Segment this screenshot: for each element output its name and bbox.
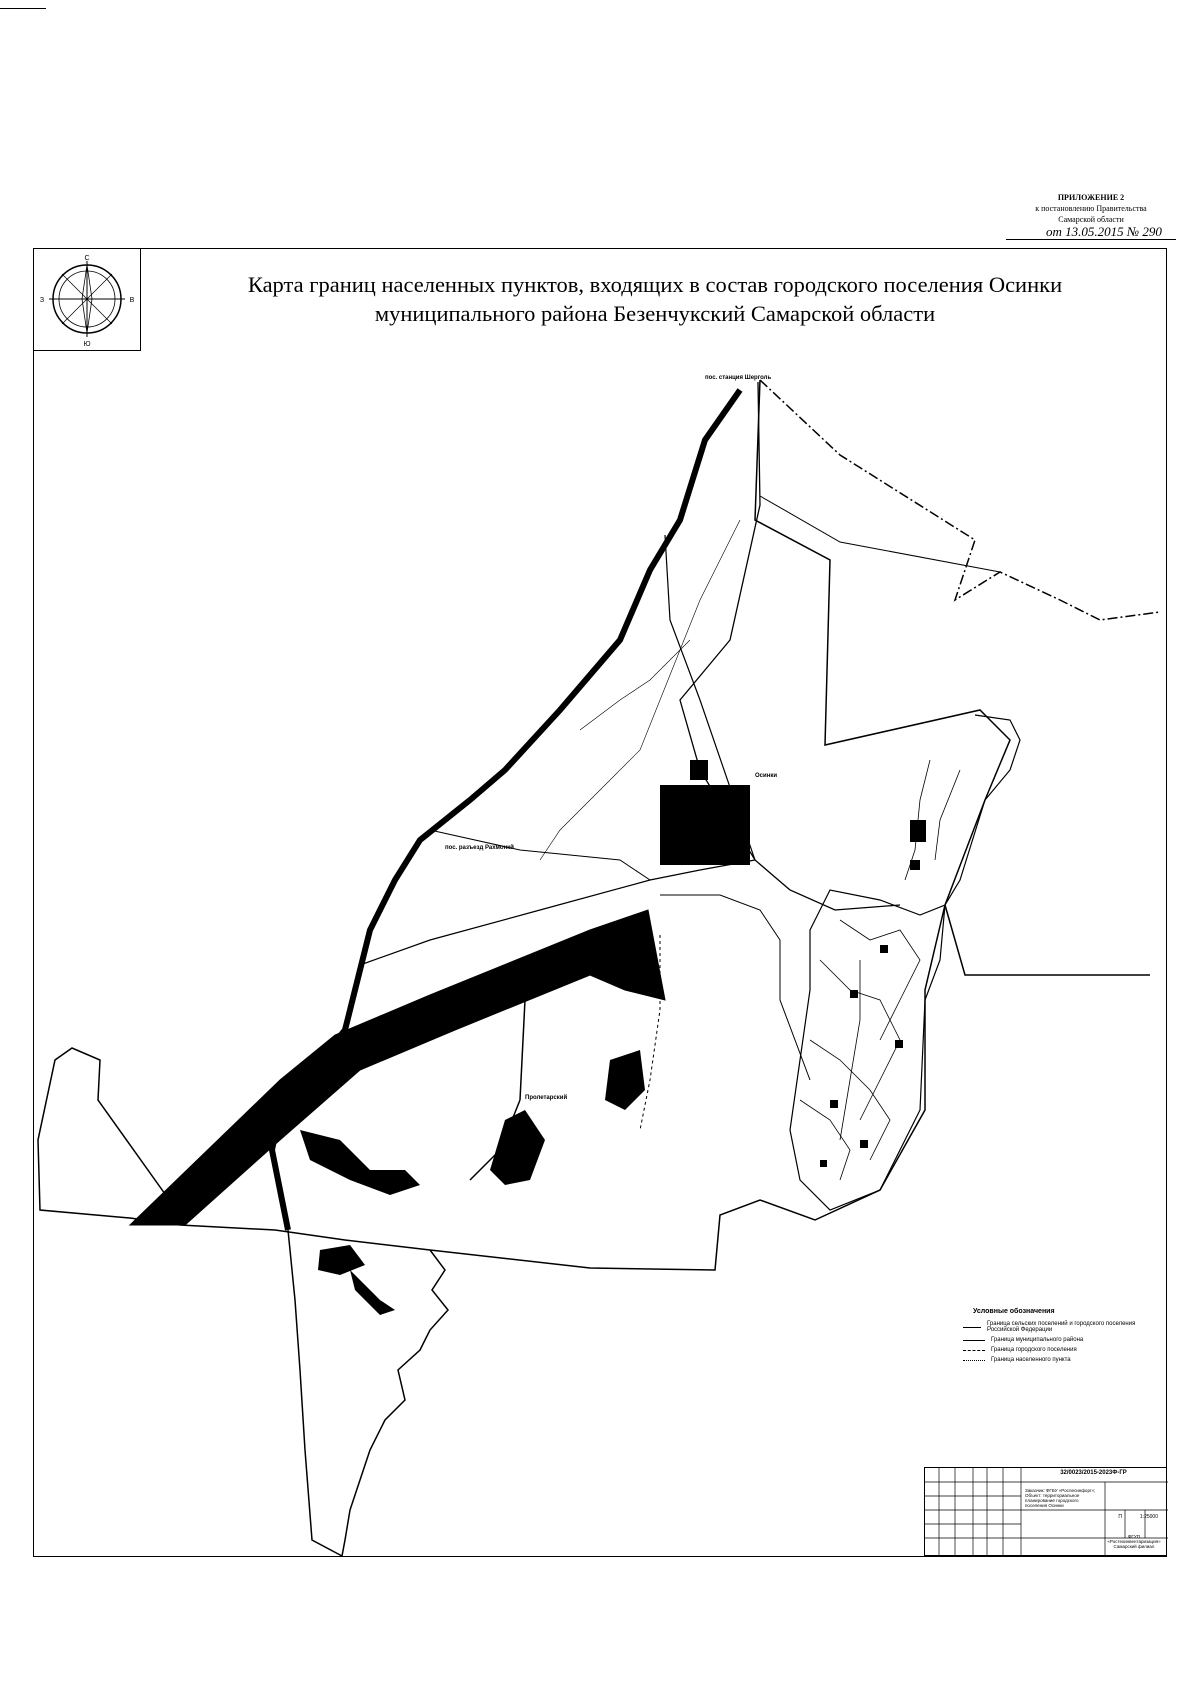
settlement-south-2: [490, 1110, 545, 1185]
river-south-meander: [342, 1250, 448, 1556]
appendix-line-2: Самарской области: [1058, 215, 1124, 224]
stamp-description: Заказчик: ФГБУ «Рослесинфорг»; Объект: территориальное планирование городского поселения Осинки: [1025, 1488, 1096, 1508]
district-boundary: [38, 380, 1150, 1270]
legend-heading: Условные обозначения: [973, 1308, 1055, 1315]
legend-row-3: [963, 1347, 1163, 1353]
legend-swatch-1: [963, 1327, 981, 1328]
town-south-east-outline: [790, 715, 1020, 1210]
legend-row-2: [963, 1337, 1163, 1343]
settlement-south-1: [300, 1130, 420, 1195]
title-block-stamp: [924, 1467, 1167, 1556]
appendix-signature: от 13.05.2015 № 290: [1006, 225, 1176, 240]
compass-north: С: [84, 255, 90, 262]
legend-row-4: [963, 1357, 1163, 1363]
stamp-code: 32/0023/2015-2023Ф-ГР: [1060, 1470, 1127, 1476]
boundary-north-east: [760, 380, 1160, 620]
town-south-east-blocks: [820, 820, 926, 1167]
place-label-osinki: Осинки: [755, 773, 778, 779]
appendix-title: ПРИЛОЖЕНИЕ 2: [1057, 193, 1125, 202]
legend-row-1: [963, 1321, 1163, 1333]
boundary-south-lobe: [288, 1230, 342, 1556]
settlement-far-south: [318, 1245, 395, 1315]
legend-label-3: Граница городского поселения: [991, 1347, 1077, 1353]
road-west: [360, 535, 755, 965]
stream-thin-2: [580, 640, 690, 730]
legend-label-4: Граница населенного пункта: [991, 1357, 1071, 1363]
map-title-line-2: муниципального района Безенчукский Самарской области: [374, 301, 936, 326]
legend-label-2: Граница муниципального района: [991, 1337, 1084, 1343]
place-label-1: пос. разъезд Рахмонкй: [445, 845, 514, 851]
settlement-osinki-annex: [690, 760, 708, 780]
place-label-3: Пролетарский: [525, 1095, 568, 1101]
compass-west: З: [39, 297, 45, 304]
legend-swatch-3: [963, 1350, 985, 1351]
map-legend: [963, 1308, 1163, 1367]
map-title-line-1: Карта границ населенных пунктов, входящих в состав городского поселения Осинки: [247, 272, 1063, 297]
legend-label-1: Граница сельских поселений и городского поселения Российской Федерации: [986, 1321, 1136, 1333]
settlement-south-3: [605, 1050, 645, 1110]
stamp-organization: ФГУП «Ростехинвентаризация» Самарский филиал: [1107, 1534, 1161, 1549]
place-label-2: пос. станция Шерголь: [705, 375, 772, 381]
appendix-line-1: к постановлению Правительства: [1035, 204, 1147, 213]
compass-east: В: [129, 297, 135, 304]
legend-swatch-4: [963, 1360, 985, 1361]
stamp-sheet: П: [1118, 1514, 1122, 1520]
boundary-north-east-inner: [760, 496, 1000, 572]
stamp-scale: 1:25000: [1139, 1514, 1158, 1520]
legend-swatch-2: [963, 1340, 985, 1341]
settlement-osinki-core: [660, 785, 750, 865]
compass-south: Ю: [83, 341, 91, 348]
